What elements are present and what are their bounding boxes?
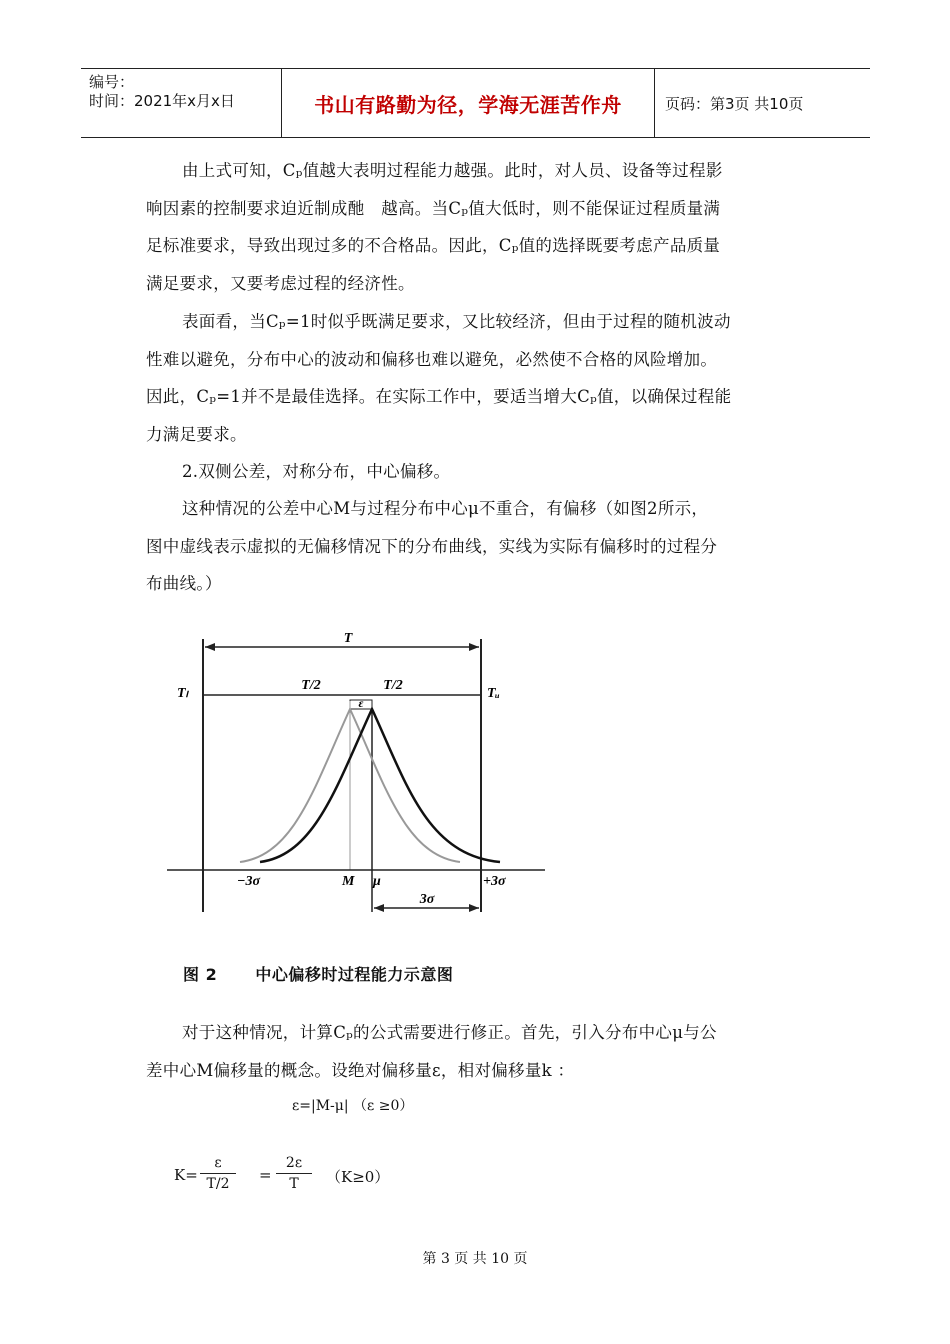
header-meta bbox=[81, 69, 282, 137]
page-header bbox=[81, 68, 870, 138]
arrowhead-right bbox=[469, 643, 479, 651]
paragraph-4 bbox=[146, 490, 806, 603]
fraction-2 bbox=[276, 1155, 312, 1192]
fraction-1 bbox=[200, 1155, 236, 1192]
text-line: 满足要求，又要考虑过程的经济性。 bbox=[146, 273, 415, 293]
document-number-label: 编号： bbox=[89, 73, 135, 91]
paragraph-5 bbox=[146, 1014, 806, 1089]
label-minus-3sigma: −3σ bbox=[237, 874, 261, 889]
label-T: T bbox=[343, 631, 353, 646]
text-line: 布曲线。） bbox=[146, 574, 222, 593]
text-line: 差中心M偏移量的概念。设绝对偏移量ε，相对偏移量k ： bbox=[146, 1060, 575, 1080]
label-t-half-right: T/2 bbox=[383, 678, 403, 693]
fraction-bar bbox=[200, 1173, 236, 1174]
paragraph-2 bbox=[146, 303, 806, 453]
text-line: 响因素的控制要求迫近制成酏 越高。当Cₚ值大低时，则不能保证过程质量满 bbox=[146, 198, 721, 218]
label-tl: Tₗ bbox=[177, 686, 188, 701]
fraction-2-numerator: 2ε bbox=[285, 1155, 303, 1171]
text-line: 对于这种情况，计算Cₚ的公式需要进行修正。首先，引入分布中心μ与公 bbox=[182, 1023, 717, 1042]
page-footer: 第 3 页 共 10 页 bbox=[422, 1251, 528, 1267]
fraction-bar bbox=[276, 1173, 312, 1174]
text-line: 足标准要求，导致出现过多的不合格品。因此，Cₚ值的选择既要考虑产品质量 bbox=[146, 236, 721, 255]
text-line: 2.双侧公差，对称分布，中心偏移。 bbox=[182, 462, 451, 481]
label-t-half-left: T/2 bbox=[301, 678, 321, 693]
figure-caption bbox=[183, 962, 453, 985]
text-line: 这种情况的公差中心M与过程分布中心μ不重合，有偏移（如图2所示， bbox=[182, 499, 709, 518]
label-plus-3sigma: +3σ bbox=[483, 874, 506, 889]
text-line: 由上式可知，Cₚ值越大表明过程能力越强。此时，对人员、设备等过程影 bbox=[182, 161, 723, 180]
text-line: 力满足要求。 bbox=[146, 424, 247, 444]
document-date: 时间：2021年x月x日 bbox=[89, 92, 235, 110]
k-prefix: K= bbox=[174, 1166, 198, 1184]
text-line: 图中虚线表示虚拟的无偏移情况下的分布曲线，实线为实际有偏移时的过程分 bbox=[146, 536, 718, 556]
arrowhead-3s-right bbox=[469, 904, 479, 912]
epsilon-formula: ε=|M-μ| （ε ≥0） bbox=[292, 1098, 414, 1114]
label-mu: μ bbox=[373, 874, 381, 889]
fraction-1-numerator: ε bbox=[214, 1155, 222, 1171]
caption-number: 图 2 bbox=[183, 965, 218, 984]
caption-title: 中心偏移时过程能力示意图 bbox=[255, 965, 454, 984]
label-epsilon: ε bbox=[358, 696, 364, 710]
text-line: 因此，Cₚ=1并不是最佳选择。在实际工作中，要适当增大Cₚ值，以确保过程能 bbox=[146, 387, 732, 406]
text-line: 表面看，当Cₚ=1时似乎既满足要求，又比较经济，但由于过程的随机波动 bbox=[182, 312, 731, 331]
fraction-1-denominator: T/2 bbox=[206, 1176, 230, 1192]
actual-distribution-curve bbox=[260, 709, 500, 862]
text-line: 性难以避免，分布中心的波动和偏移也难以避免，必然使不合格的风险增加。 bbox=[146, 349, 718, 369]
header-motto: 书山有路勤为径，学海无涯苦作舟 bbox=[282, 69, 655, 137]
label-3sigma: 3σ bbox=[419, 892, 435, 907]
paragraph-3 bbox=[146, 453, 806, 491]
process-capability-figure bbox=[165, 625, 550, 929]
label-tu: Tᵤ bbox=[487, 686, 500, 701]
arrowhead-left bbox=[205, 643, 215, 651]
k-condition: （K≥0） bbox=[326, 1168, 390, 1186]
equals-sign: = bbox=[259, 1166, 272, 1184]
label-M: M bbox=[342, 874, 355, 889]
arrowhead-3s-left bbox=[374, 904, 384, 912]
fraction-2-denominator: T bbox=[289, 1176, 299, 1192]
figure-svg bbox=[165, 625, 550, 925]
header-page-info: 页码：第3页 共10页 bbox=[665, 94, 804, 113]
paragraph-1 bbox=[146, 152, 806, 302]
